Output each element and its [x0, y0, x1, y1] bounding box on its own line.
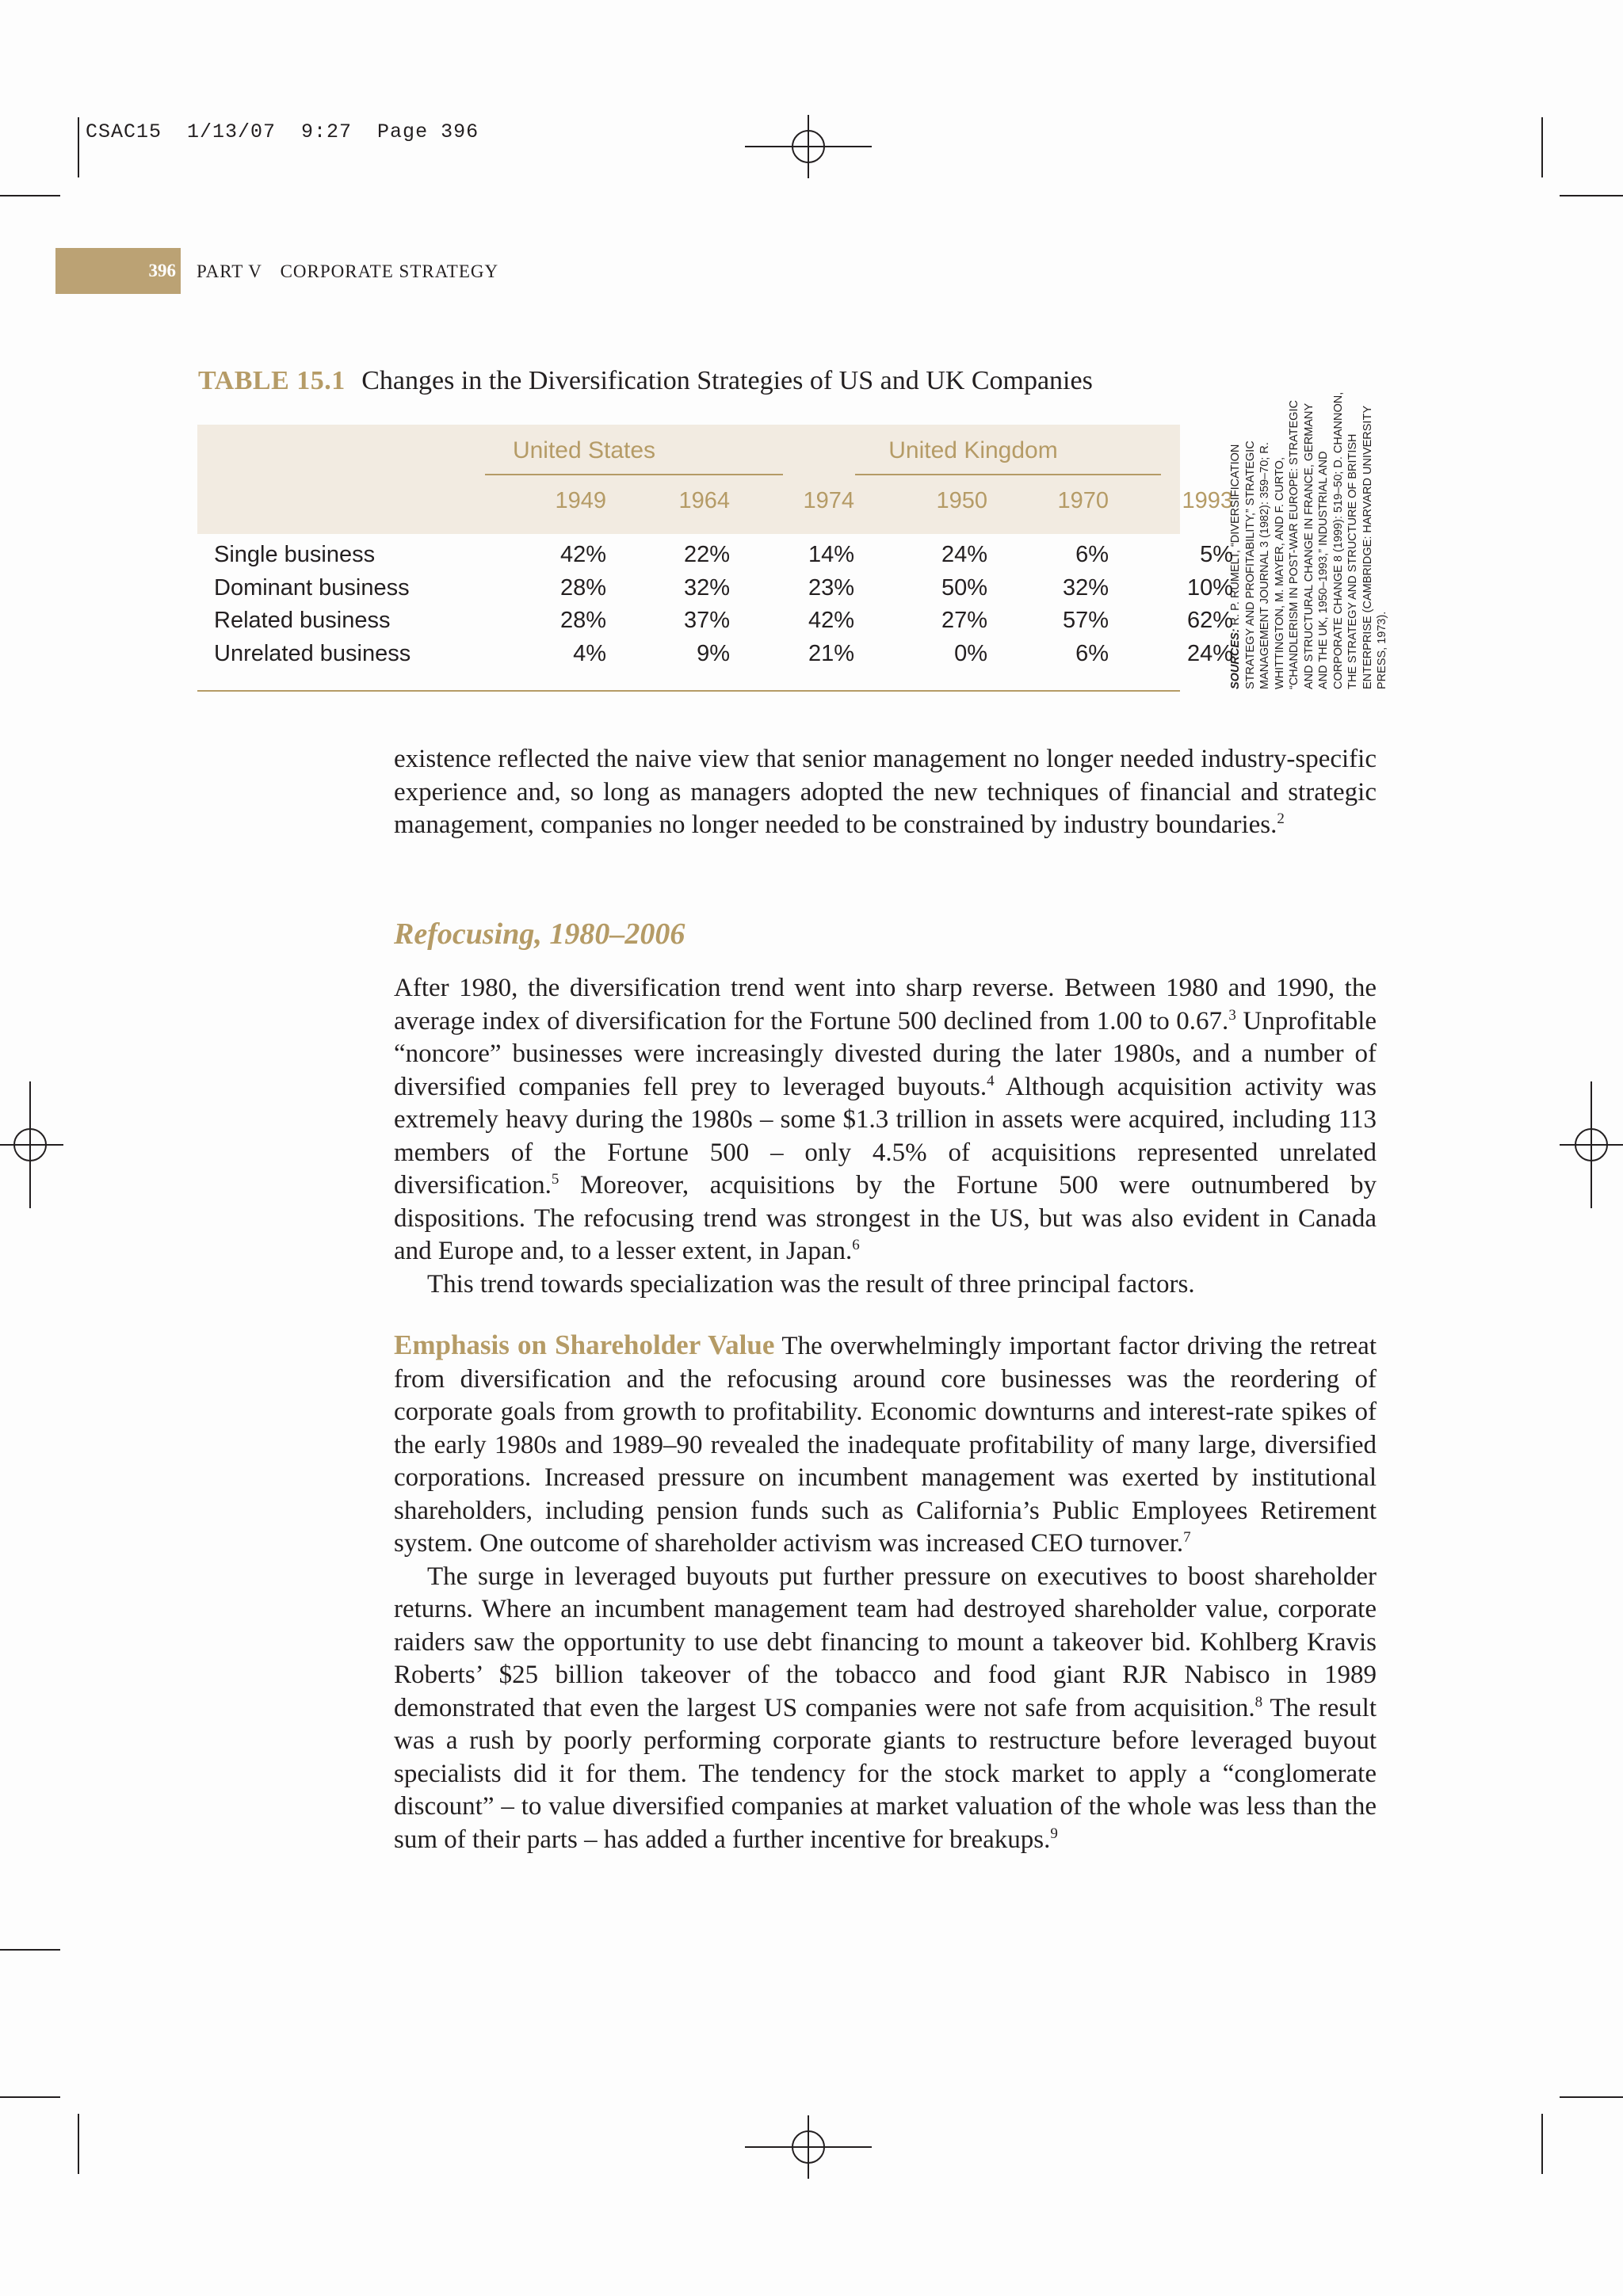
- table-body: [197, 542, 1233, 673]
- table-cell: 5%: [1200, 542, 1233, 567]
- crop-mark: [78, 117, 79, 177]
- table-cell: 6%: [1075, 542, 1109, 567]
- year-header: 1964: [678, 488, 730, 513]
- table-cell: 50%: [941, 574, 987, 601]
- crop-mark: [1541, 2114, 1543, 2174]
- paragraph-text: The overwhelmingly important factor driving the retreat from diversification and the refocusing around core businesses was the reordering of corporate goals from growth to profitability. Economic downturns and interest-rate spikes of the early 1980s and 1989–90 revealed the inadequate profitability of many large, diversified corporations. Increased pressure on incumbent management was exerted by institutional shareholders, including pension funds such as California’s Public Employees Retirement system. One outcome of shareholder activism was increased CEO turnover.: [394, 1332, 1377, 1558]
- table-cell: 14%: [808, 542, 854, 567]
- table-cell: 62%: [1186, 608, 1233, 633]
- table-label: TABLE 15.1: [198, 366, 346, 395]
- table-cell: 21%: [808, 640, 854, 666]
- shareholder-value-section: [394, 1329, 1377, 1856]
- crop-mark: [1541, 117, 1543, 177]
- table-cell: 28%: [559, 574, 606, 601]
- footnote-ref: 8: [1254, 1693, 1263, 1711]
- crop-mark: [0, 195, 60, 196]
- crop-mark: [0, 2096, 60, 2098]
- table-cell: 37%: [683, 608, 730, 633]
- paragraph-text: Unprofitable “noncore” businesses were increasingly divested during the later 1980s, and a number of diversified companies fell prey to leveraged buyouts.: [394, 1006, 1377, 1101]
- table-sources: [1228, 380, 1388, 689]
- continued-paragraph: [394, 743, 1377, 842]
- table-cell: 9%: [697, 640, 730, 666]
- table-cell: 23%: [808, 574, 854, 601]
- crop-mark: [0, 1949, 60, 1951]
- footnote-ref: 7: [1183, 1529, 1191, 1546]
- table-row: [197, 608, 1233, 641]
- part-title: CORPORATE STRATEGY: [280, 261, 499, 281]
- registration-mark-icon: [1560, 1081, 1623, 1208]
- year-header: 1949: [555, 488, 606, 513]
- group-rule: [855, 474, 1161, 475]
- page-number: 396: [55, 248, 181, 294]
- row-label: Dominant business: [214, 574, 410, 601]
- crop-mark: [1560, 2096, 1623, 2098]
- table-cell: 32%: [1062, 574, 1109, 601]
- sources-label: SOURCES:: [1229, 628, 1242, 689]
- paragraph-text: The result was a rush by poorly performing corporate giants to restructure before leveraged buyout specialists did it for them. The tendency for the stock market to apply a “conglomerate discount” – to value diversified companies at market valuation of the whole was less than the sum of their parts – has added a further incentive for breakups.: [394, 1693, 1377, 1854]
- footnote-ref: 4: [987, 1072, 995, 1089]
- refocusing-section: [394, 972, 1377, 1301]
- table-cell: 4%: [573, 640, 606, 666]
- paragraph-text: This trend towards specialization was the result of three principal factors.: [427, 1269, 1195, 1299]
- table-cell: 6%: [1075, 640, 1109, 666]
- printer-slug: CSAC15 1/13/07 9:27 Page 396: [86, 120, 479, 143]
- year-header: 1950: [936, 488, 987, 513]
- table-cell: 57%: [1062, 608, 1109, 633]
- run-in-heading: Emphasis on Shareholder Value: [394, 1329, 775, 1360]
- table-row: [197, 542, 1233, 575]
- table-cell: 24%: [1186, 640, 1233, 666]
- paragraph-text: After 1980, the diversification trend went into sharp reverse. Between 1980 and 1990, the average index of diversification for the Fortune 500 declined from 1.00 to 0.67.: [394, 974, 1377, 1035]
- sources-text: R. P. RUMELT, “DIVERSIFICATION STRATEGY AND PROFITABILITY,” STRATEGIC MANAGEMENT JOURNAL 3 (1982): 359–70; R. WHITTINGTON, M. MAYER, AND F. CURTO, “CHANDLERISM IN POST-WAR EUROPE: STRATEGIC AND STRUCTURAL CHANGE IN FRANCE, GERMANY AND THE UK, 1950–1993,” INDUSTRIAL AND CORPORATE CHANGE 8 (1999): 519–50; D. CHANNON, THE STRATEGY AND STRUCTURE OF BRITISH ENTERPRISE (CAMBRIDGE: HARVARD UNIVERSITY PRESS, 1973).: [1229, 391, 1388, 689]
- footnote-ref: 5: [551, 1171, 559, 1188]
- footnote-ref: 6: [852, 1237, 860, 1253]
- group-header-us: United States: [512, 437, 656, 463]
- year-header: 1974: [803, 488, 854, 513]
- paragraph-text: The surge in leveraged buyouts put further pressure on executives to boost shareholder returns. Where an incumbent management team had destroyed shareholder value, corporate raiders saw the opportunity to use debt financing to mount a takeover bid. Kohlberg Kravis Roberts’ $25 billion takeover of the tobacco and food giant RJR Nabisco in 1989 demonstrated that even the largest US companies were not safe from acquisition.: [394, 1562, 1377, 1722]
- registration-mark-icon: [745, 115, 872, 178]
- year-header: 1993: [1182, 488, 1233, 513]
- paragraph-text: Although acquisition activity was extremely heavy during the 1980s – some $1.3 trillion in assets were acquired, including 113 members of the Fortune 500 – only 4.5% of acquisitions represented unrelated diversification.: [394, 1072, 1377, 1199]
- crop-mark: [1560, 195, 1623, 196]
- table-cell: 28%: [559, 608, 606, 633]
- footnote-ref: 2: [1277, 810, 1285, 827]
- paragraph-text: existence reflected the naive view that senior management no longer needed industry-specific experience and, so long as managers adopted the new techniques of financial and strategic management, companies no longer needed to be constrained by industry boundaries.: [394, 745, 1377, 839]
- registration-mark-icon: [745, 2115, 872, 2179]
- group-rule: [485, 474, 783, 475]
- crop-mark: [78, 2114, 79, 2174]
- row-label: Related business: [214, 608, 391, 633]
- table-header: [197, 425, 1233, 534]
- registration-mark-icon: [0, 1081, 63, 1208]
- section-heading: Refocusing, 1980–2006: [394, 917, 685, 951]
- row-label: Single business: [214, 542, 376, 567]
- running-head: [197, 261, 511, 282]
- group-header-uk: United Kingdom: [888, 437, 1058, 463]
- table-row: [197, 574, 1233, 608]
- year-header: 1970: [1057, 488, 1109, 513]
- table-row: [197, 640, 1233, 674]
- table-cell: 32%: [683, 574, 730, 601]
- footnote-ref: 3: [1228, 1006, 1236, 1024]
- table-rule: [197, 690, 1180, 692]
- table-cell: 22%: [683, 542, 730, 567]
- table-caption: [198, 366, 1093, 396]
- footnote-ref: 9: [1050, 1825, 1058, 1842]
- row-label: Unrelated business: [214, 640, 411, 666]
- table-cell: 42%: [808, 608, 854, 633]
- paragraph-text: Moreover, acquisitions by the Fortune 500 were outnumbered by dispositions. The refocusing trend was strongest in the US, but was also evident in Canada and Europe and, to a lesser extent, in Japan.: [394, 1171, 1377, 1265]
- part-label: PART V: [197, 261, 262, 281]
- table-cell: 42%: [559, 542, 606, 567]
- table-cell: 24%: [941, 542, 987, 567]
- table-title: Changes in the Diversification Strategies of US and UK Companies: [361, 366, 1093, 395]
- table-cell: 10%: [1186, 574, 1233, 601]
- table-cell: 0%: [954, 640, 987, 666]
- table-cell: 27%: [941, 608, 987, 633]
